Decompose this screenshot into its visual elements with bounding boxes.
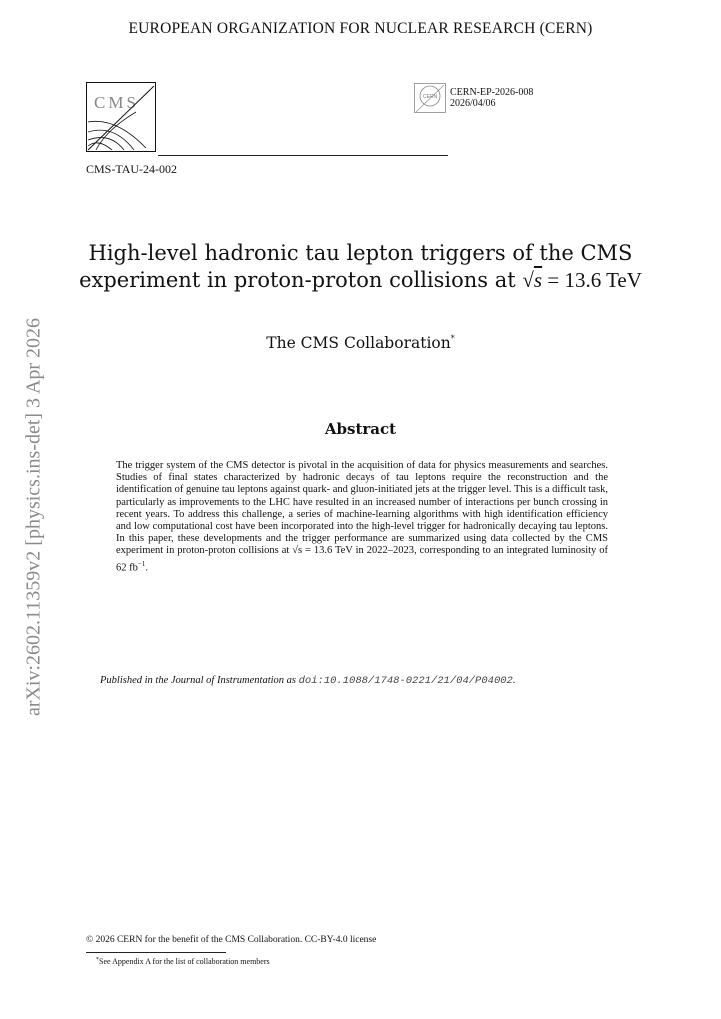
publication-end: .	[512, 675, 516, 686]
abstract-body: The trigger system of the CMS detector is pivotal in the acquisition of data for physics measurements and searches. Studies of final states characterized by hadronic decays of tau leptons require the reconstruction and the identification of genuine tau leptons against quark- and gluon-initiated jets at the trigger level. This is a difficult task, particularly as improvements to the LHC have resulted in an increased number of interactions per bunch crossing in recent years. To address this challenge, a series of machine-learning algorithms with high identification efficiency and low computational cost have been incorporated into the high-level trigger for hadronically decaying tau leptons. In this paper, these developments and the trigger performance are summarized using data collected by the CMS experiment in proton-proton collisions at	[116, 460, 608, 557]
abstract-math: √s = 13.6 TeV	[292, 545, 353, 557]
arxiv-stamp-text: arXiv:2602.11359v2 [physics.ins-det] 3 Apr 2026	[22, 317, 45, 717]
cern-report-id: CERN-EP-2026-008	[450, 87, 534, 98]
abstract-text	[116, 460, 608, 574]
footnote-mark: *	[96, 957, 99, 963]
title-line-2-suffix: = 13.6 TeV	[542, 268, 642, 292]
paper-title	[60, 240, 661, 294]
publication-prefix: Published in the Journal of Instrumentation as	[100, 675, 299, 686]
title-line-1: High-level hadronic tau lepton triggers of the CMS	[88, 241, 633, 265]
cms-logo	[86, 82, 156, 152]
footnote-rule	[86, 952, 226, 953]
sqrt-symbol: √	[522, 268, 534, 292]
copyright-notice: © 2026 CERN for the benefit of the CMS Collaboration. CC-BY-4.0 license	[86, 935, 377, 945]
cern-logo-text: CERN	[423, 94, 438, 100]
report-date: 2026/04/06	[450, 98, 496, 109]
doi-link[interactable]: doi:10.1088/1748-0221/21/04/P04002	[298, 675, 513, 687]
cern-report-ids	[450, 87, 533, 109]
footnote	[96, 957, 270, 966]
author-line	[0, 334, 721, 352]
footnote-text: See Appendix A for the list of collaboration members	[99, 957, 270, 966]
publication-note	[100, 675, 516, 687]
abstract-heading: Abstract	[324, 420, 397, 438]
abstract-end: .	[145, 562, 148, 574]
sqrt-variable: s	[533, 268, 543, 292]
arxiv-stamp	[20, 272, 48, 762]
title-line-2	[60, 267, 661, 294]
cern-logo	[414, 83, 446, 113]
report-number: CMS-TAU-24-002	[86, 162, 178, 176]
title-line-2-prefix: experiment in proton-proton collisions at	[79, 268, 523, 292]
authors: The CMS Collaboration	[266, 334, 451, 352]
header-rule	[158, 155, 448, 156]
cms-logo-text: CMS	[94, 93, 139, 112]
organization-header: EUROPEAN ORGANIZATION FOR NUCLEAR RESEARCH (CERN)	[128, 20, 593, 37]
author-footnote-mark: *	[450, 334, 455, 343]
abstract-body-suffix: in 2022–2023, corresponding to an integrated luminosity of 62 fb	[116, 545, 608, 574]
abstract-exponent: −1	[137, 559, 146, 568]
